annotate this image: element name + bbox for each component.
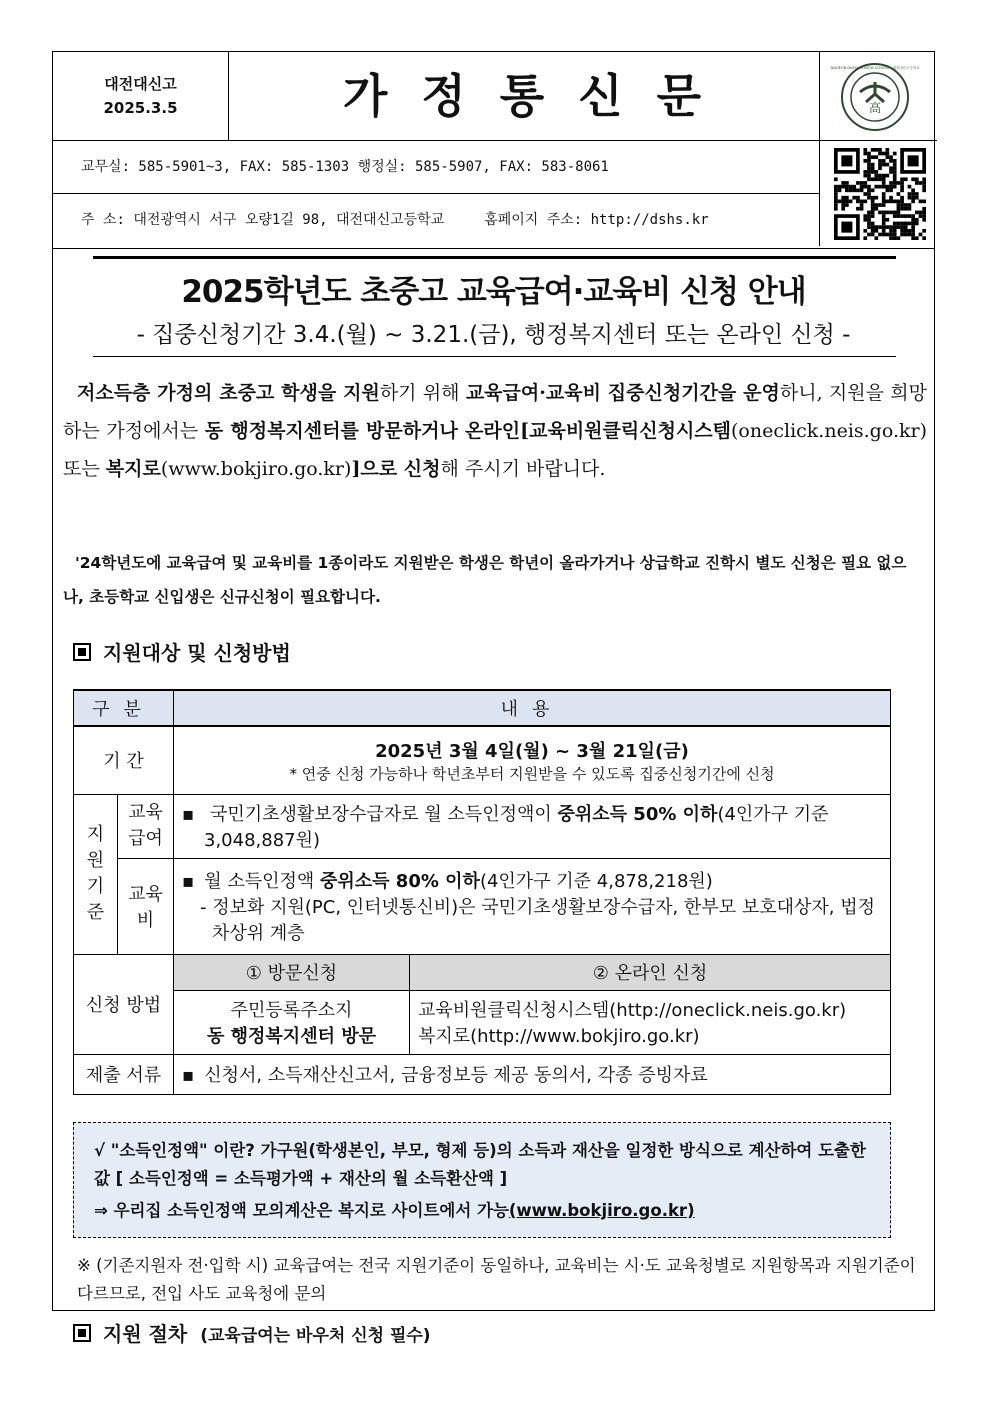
intro-segment: 하기 위해 bbox=[379, 382, 466, 404]
seal-ring-text: DAEJEON DAESHIN HIGH SCHOOL · 대전대신고등학교 bbox=[830, 66, 920, 70]
logo-cell bbox=[819, 52, 937, 246]
page-title: 가정통신문 bbox=[342, 69, 736, 123]
period-main: 2025년 3월 4일(월) ~ 3월 21일(금) bbox=[375, 740, 689, 762]
income-definition-callout bbox=[73, 1122, 891, 1238]
period-cell bbox=[174, 726, 891, 794]
seal-char: 高 bbox=[868, 101, 882, 115]
col-category: 구분 bbox=[74, 690, 174, 726]
footnote: ※ (기존지원자 전·입학 시) 교육급여는 전국 지원기준이 동일하나, 교육비는 시·도 교육청별로 지원항목과 지원기준이 다르므로, 전입 사도 교육청에 문의 bbox=[77, 1256, 916, 1303]
callout-simulation: ⇒ 우리집 소득인정액 모의계산은 복지로 사이트에서 가능(www.bokjiro.go.kr) bbox=[94, 1201, 695, 1220]
notice-subtitle: - 집중신청기간 3.4.(월) ~ 3.21.(금), 행정복지센터 또는 온라인 신청 - bbox=[136, 322, 851, 348]
square-bullet-icon bbox=[73, 1324, 91, 1342]
edu-benefit-cell: ▪ 국민기초생활보장수급자로 월 소득인정액이 중위소득 50% 이하(4인가구 기준 3,048,887원) bbox=[174, 794, 891, 858]
period-sub: * 연중 신청 가능하나 학년초부터 지원받을 수 있도록 집중신청기간에 신청 bbox=[289, 764, 775, 783]
edu-cost-label: 교육비 bbox=[118, 858, 174, 954]
callout-definition: √ "소득인정액" 이란? 가구원(학생본인, 부모, 형제 등)의 소득과 재산을 일정한 방식으로 계산하여 도출한 값 [ 소득인정액 = 소득평가액 + 재산의 월 소득환산액 ] bbox=[94, 1141, 866, 1188]
contact-line: 교무실: 585-5901~3, FAX: 585-1303 행정실: 585-5907, FAX: 583-8061 bbox=[53, 140, 819, 194]
letterhead bbox=[53, 52, 934, 246]
visit-head: ① 방문신청 bbox=[174, 954, 410, 990]
method-label: 신청 방법 bbox=[74, 954, 174, 1054]
address-line bbox=[53, 194, 819, 246]
online-cell bbox=[410, 990, 891, 1054]
intro-segment: 하니, 지원을 희망하는 가정에서는 bbox=[63, 382, 927, 442]
square-bullet-icon bbox=[73, 643, 91, 661]
school-name: 대전대신고 bbox=[104, 75, 177, 93]
issue-date: 2025.3.5 bbox=[103, 99, 178, 117]
address: 주 소: 대전광역시 서구 오량1길 98, 대전대신고등학교 bbox=[81, 212, 445, 228]
intro-segment: (oneclick.neis.go.kr) 또는 bbox=[63, 420, 927, 480]
qr-code-icon[interactable] bbox=[834, 148, 926, 240]
edu-cost-cell: ▪ 월 소득인정액 중위소득 80% 이하(4인가구 기준 4,878,218원) - 정보화 지원(PC, 인터넷통신비)은 국민기초생활보장수급자, 한부모 보호대상자, 법정차상위 계층 bbox=[174, 858, 891, 954]
docs-cell: ▪ 신청서, 소득재산신고서, 금융정보등 제공 동의서, 각종 증빙자료 bbox=[174, 1054, 891, 1094]
online-head: ② 온라인 신청 bbox=[410, 954, 891, 990]
section-heading-eligibility: 지원대상 및 신청방법 bbox=[73, 637, 291, 666]
notice-title: 2025학년도 초중고 교육급여·교육비 신청 안내 bbox=[181, 274, 806, 310]
intro-segment: (www.bokjiro.go.kr) bbox=[160, 458, 352, 480]
homepage: 홈페이지 주소: http://dshs.kr bbox=[484, 212, 709, 228]
oneclick-link[interactable]: 교육비원클릭신청시스템(http://oneclick.neis.go.kr) bbox=[418, 1000, 847, 1021]
school-seal-icon bbox=[830, 62, 920, 132]
document-page bbox=[52, 51, 935, 1346]
intro-segment: ]으로 신청 bbox=[351, 458, 441, 480]
section-heading-procedure: 지원 절차 (교육급여는 바우처 신청 필수) bbox=[73, 1318, 431, 1347]
col-content: 내용 bbox=[174, 690, 891, 726]
period-label: 기 간 bbox=[74, 726, 174, 794]
visit-cell: 주민등록주소지 동 행정복지센터 방문 bbox=[174, 990, 410, 1054]
eligibility-table bbox=[73, 689, 891, 1095]
intro-paragraph bbox=[63, 374, 927, 488]
intro-segment: 동 행정복지센터를 방문하거나 온라인[교육비원클릭신청시스템 bbox=[204, 420, 732, 442]
intro-segment: 저소득층 가정의 초중고 학생을 지원 bbox=[77, 382, 380, 404]
intro-segment: 해 주시기 바랍니다. bbox=[440, 458, 606, 480]
intro-segment: 복지로 bbox=[105, 458, 161, 480]
bokjiro-link[interactable]: 복지로(http://www.bokjiro.go.kr) bbox=[418, 1026, 700, 1047]
school-info bbox=[53, 52, 229, 140]
bokjiro-callout-link[interactable]: (www.bokjiro.go.kr) bbox=[508, 1201, 695, 1220]
edu-benefit-label: 교육급여 bbox=[118, 794, 174, 858]
docs-label: 제출 서류 bbox=[74, 1054, 174, 1094]
continuing-student-note: '24학년도에 교육급여 및 교육비를 1종이라도 지원받은 학생은 학년이 올라가거나 상급학교 진학시 별도 신청은 필요 없으나, 초등학교 신입생은 신규신청이 필요합니다. bbox=[63, 554, 907, 606]
intro-segment: 교육급여·교육비 집중신청기간을 운영 bbox=[465, 382, 780, 404]
criteria-label: 지 원 기 준 bbox=[74, 794, 118, 954]
